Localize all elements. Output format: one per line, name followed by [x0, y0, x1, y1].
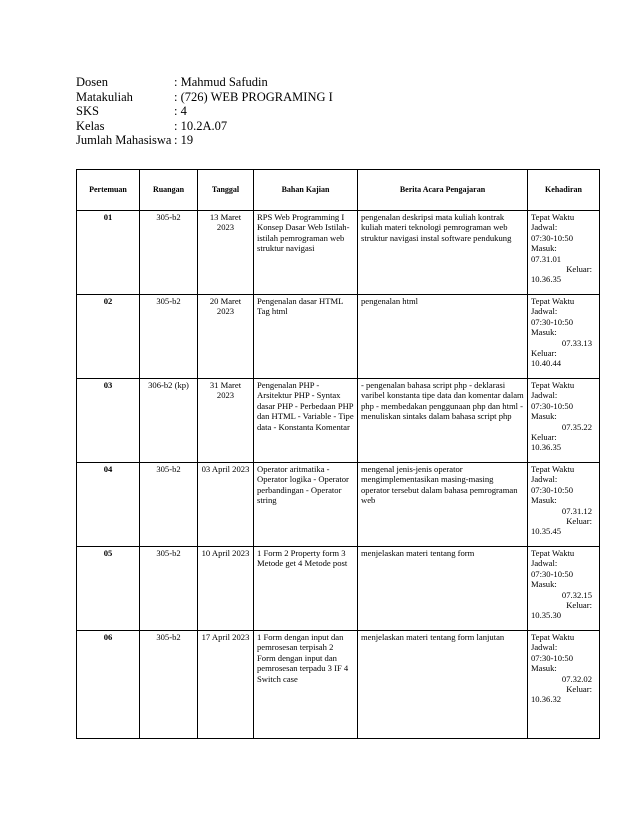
kehadiran-masuk-label: Masuk:: [531, 411, 557, 422]
kelas-label: Kelas: [76, 118, 105, 133]
kehadiran-masuk-time: 07.31.01: [531, 253, 562, 264]
kehadiran-masuk-time: 07.33.13: [561, 337, 592, 348]
kehadiran-masuk-label: Masuk:: [531, 579, 557, 590]
kehadiran-keluar-label: Keluar:: [531, 432, 557, 443]
kehadiran-masuk-label: Masuk:: [531, 663, 557, 674]
cell-pertemuan: 03: [77, 379, 140, 463]
kehadiran-jadwal-label: Jadwal:: [531, 390, 558, 401]
cell-ruangan: 305-b2: [140, 295, 198, 379]
kehadiran-masuk-label: Masuk:: [531, 495, 557, 506]
table-row: [77, 211, 600, 295]
cell-berita-acara: menjelaskan materi tentang form lanjutan: [358, 631, 528, 739]
cell-kehadiran: [528, 463, 600, 547]
cell-pertemuan: 05: [77, 547, 140, 631]
kehadiran-jadwal-time: 07:30-10:50: [531, 652, 574, 663]
cell-pertemuan: 04: [77, 463, 140, 547]
kelas-value: : 10.2A.07: [174, 118, 228, 133]
cell-tanggal: 31 Maret 2023: [198, 379, 254, 463]
cell-ruangan: 305-b2: [140, 211, 198, 295]
cell-bahan-kajian: RPS Web Programming I Konsep Dasar Web Istilah-istilah pemrograman web struktur navigasi: [254, 211, 358, 295]
cell-kehadiran: [528, 379, 600, 463]
kehadiran-keluar-time: 10.36.32: [531, 694, 562, 705]
kehadiran-jadwal-time: 07:30-10:50: [531, 400, 574, 411]
cell-bahan-kajian: Operator aritmatika - Operator logika - Operator perbandingan - Operator string: [254, 463, 358, 547]
table-row: [77, 463, 600, 547]
kehadiran-jadwal-time: 07:30-10:50: [531, 484, 574, 495]
kehadiran-jadwal-label: Jadwal:: [531, 306, 558, 317]
header-pertemuan: Pertemuan: [77, 170, 140, 211]
kelas-row: [76, 119, 333, 134]
kehadiran-keluar-time: 10.40.44: [531, 358, 562, 369]
cell-bahan-kajian: 1 Form 2 Property form 3 Metode get 4 Metode post: [254, 547, 358, 631]
cell-tanggal: 20 Maret 2023: [198, 295, 254, 379]
attendance-table: [76, 169, 600, 739]
cell-tanggal: 03 April 2023: [198, 463, 254, 547]
kehadiran-jadwal-label: Jadwal:: [531, 474, 558, 485]
cell-pertemuan: 06: [77, 631, 140, 739]
kehadiran-keluar-time: 10.36.35: [531, 442, 562, 453]
kehadiran-jadwal-time: 07:30-10:50: [531, 232, 574, 243]
dosen-value: : Mahmud Safudin: [174, 75, 268, 89]
kehadiran-masuk-label: Masuk:: [531, 327, 557, 338]
jumlah-value: : 19: [174, 133, 194, 147]
cell-tanggal: 13 Maret 2023: [198, 211, 254, 295]
kehadiran-status: Tepat Waktu: [531, 296, 575, 306]
kehadiran-keluar-label: Keluar:: [566, 264, 592, 275]
kehadiran-masuk-time: 07.32.02: [561, 673, 592, 684]
dosen-row: [76, 75, 333, 90]
kehadiran-keluar-time: 10.36.35: [531, 274, 562, 285]
cell-ruangan: 305-b2: [140, 547, 198, 631]
cell-ruangan: 305-b2: [140, 631, 198, 739]
cell-bahan-kajian: Pengenalan PHP - Arsitektur PHP - Syntax dasar PHP - Perbedaan PHP dan HTML - Variable - Tipe data - Konstanta Komentar: [254, 379, 358, 463]
kehadiran-status: Tepat Waktu: [531, 632, 575, 642]
course-info: [76, 75, 333, 148]
kehadiran-keluar-label: Keluar:: [566, 684, 592, 695]
cell-berita-acara: menjelaskan materi tentang form: [358, 547, 528, 631]
cell-berita-acara: - pengenalan bahasa script php - deklarasi varibel konstanta tipe data dan komentar dalam php - membedakan penggunaan php dan html -menuliskan sintaks dalam bahasa script php: [358, 379, 528, 463]
cell-ruangan: 306-b2 (kp): [140, 379, 198, 463]
kehadiran-jadwal-time: 07:30-10:50: [531, 316, 574, 327]
header-bahan-kajian: Bahan Kajian: [254, 170, 358, 211]
cell-kehadiran: [528, 295, 600, 379]
kehadiran-status: Tepat Waktu: [531, 380, 575, 390]
kehadiran-jadwal-label: Jadwal:: [531, 642, 558, 653]
sks-value: : 4: [174, 104, 187, 118]
table-header-row: [77, 170, 600, 211]
cell-kehadiran: [528, 547, 600, 631]
cell-pertemuan: 01: [77, 211, 140, 295]
jumlah-row: [76, 133, 333, 148]
matakuliah-row: [76, 90, 333, 105]
kehadiran-keluar-time: 10.35.45: [531, 526, 562, 537]
header-tanggal: Tanggal: [198, 170, 254, 211]
kehadiran-status: Tepat Waktu: [531, 464, 575, 474]
cell-bahan-kajian: 1 Form dengan input dan pemrosesan terpisah 2 Form dengan input dan pemrosesan terpadu 3 IF 4 Switch case: [254, 631, 358, 739]
kehadiran-masuk-time: 07.31.12: [561, 505, 592, 516]
matakuliah-label: Matakuliah: [76, 89, 133, 104]
cell-ruangan: 305-b2: [140, 463, 198, 547]
kehadiran-status: Tepat Waktu: [531, 212, 575, 222]
kehadiran-keluar-time: 10.35.30: [531, 610, 562, 621]
kehadiran-masuk-label: Masuk:: [531, 243, 557, 254]
kehadiran-jadwal-time: 07:30-10:50: [531, 568, 574, 579]
cell-tanggal: 17 April 2023: [198, 631, 254, 739]
cell-kehadiran: [528, 631, 600, 739]
kehadiran-masuk-time: 07.32.15: [561, 589, 592, 600]
cell-berita-acara: pengenalan deskripsi mata kuliah kontrak kuliah materi teknologi pemrograman web struktur navigasi instal software pendukung: [358, 211, 528, 295]
cell-berita-acara: mengenal jenis-jenis operator mengimplementasikan masing-masing operator tersebut dalam bahasa pemrograman web: [358, 463, 528, 547]
table-row: [77, 631, 600, 739]
sks-row: [76, 104, 333, 119]
jumlah-label: Jumlah Mahasiswa: [76, 133, 172, 147]
kehadiran-jadwal-label: Jadwal:: [531, 558, 558, 569]
table-row: [77, 295, 600, 379]
kehadiran-keluar-label: Keluar:: [566, 600, 592, 611]
sks-label: SKS: [76, 104, 99, 118]
header-ruangan: Ruangan: [140, 170, 198, 211]
kehadiran-keluar-label: Keluar:: [566, 516, 592, 527]
kehadiran-masuk-time: 07.35.22: [561, 421, 592, 432]
cell-bahan-kajian: Pengenalan dasar HTML Tag html: [254, 295, 358, 379]
header-berita-acara: Berita Acara Pengajaran: [358, 170, 528, 211]
cell-kehadiran: [528, 211, 600, 295]
cell-berita-acara: pengenalan html: [358, 295, 528, 379]
kehadiran-status: Tepat Waktu: [531, 548, 575, 558]
matakuliah-value: : (726) WEB PROGRAMING I: [174, 89, 333, 104]
table-row: [77, 379, 600, 463]
table-row: [77, 547, 600, 631]
kehadiran-jadwal-label: Jadwal:: [531, 222, 558, 233]
kehadiran-keluar-label: Keluar:: [531, 348, 557, 359]
cell-pertemuan: 02: [77, 295, 140, 379]
cell-tanggal: 10 April 2023: [198, 547, 254, 631]
dosen-label: Dosen: [76, 75, 108, 89]
header-kehadiran: Kehadiran: [528, 170, 600, 211]
